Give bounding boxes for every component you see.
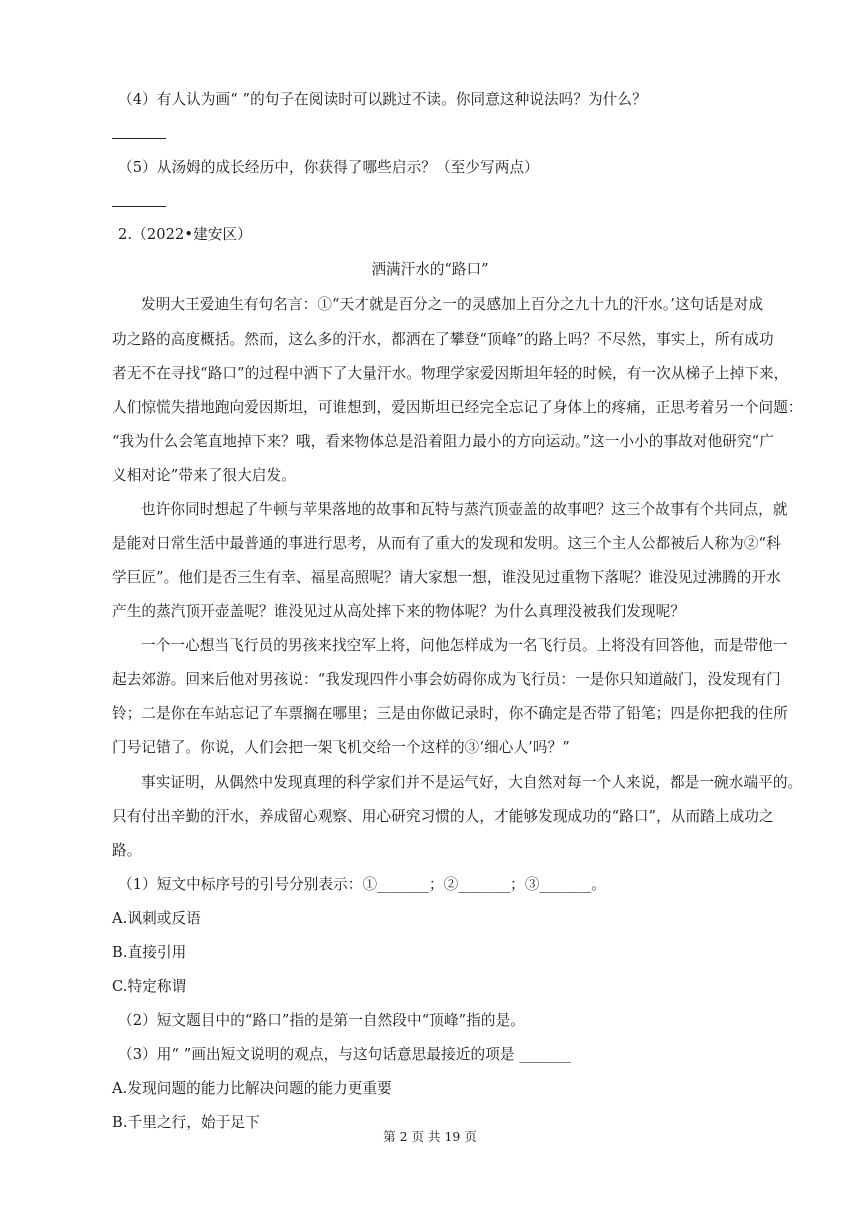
question-5: （5）从汤姆的成长经历中，你获得了哪些启示？（至少写两点）: [118, 159, 539, 176]
passage-line: 人们惊慌失措地跑向爱因斯坦，可谁想到，爱因斯坦已经完全忘记了身体上的疼痛，正思考着另一个问题：: [112, 399, 803, 416]
passage-line: 路。: [112, 842, 142, 859]
passage-line: 功之路的高度概括。然而，这么多的汗水，都洒在了攀登“顶峰”的路上吗？不尽然，事实上，所有成功: [112, 331, 774, 348]
answer-blank-5: [112, 206, 166, 207]
sub-question-2: （2）短文题目中的“路口”指的是第一自然段中“顶峰”指的是。: [118, 1012, 525, 1029]
passage-line: 门号记错了。你说，人们会把一架飞机交给一个这样的③‘细心人’吗？”: [112, 739, 570, 756]
passage-line: 只有付出辛勤的汗水，养成留心观察、用心研究习惯的人，才能够发现成功的“路口”，从而踏上成功之: [112, 808, 774, 825]
passage-line: 起去郊游。回来后他对男孩说：“我发现四件小事会妨碍你成为飞行员：一是你只知道敲门，没发现有门: [112, 671, 781, 688]
option-a: A.发现问题的能力比解决问题的能力更重要: [112, 1080, 392, 1097]
question-4: （4）有人认为画“ ”的句子在阅读时可以跳过不读。你同意这种说法吗？为什么？: [118, 91, 647, 108]
option-b: B.直接引用: [112, 944, 187, 961]
sub-question-1: （1）短文中标序号的引号分别表示：①_______；②_______；③_______。: [118, 876, 606, 893]
sub-question-3: （3）用“ ”画出短文说明的观点，与这句话意思最接近的项是 _______: [118, 1046, 572, 1063]
passage-line: 一个一心想当飞行员的男孩来找空军上将，问他怎样成为一名飞行员。上将没有回答他，而是带他一: [141, 637, 788, 654]
page-footer: 第 2 页 共 19 页: [383, 1129, 477, 1144]
passage-line: 是能对日常生活中最普通的事进行思考，从而有了重大的发现和发明。这三个主人公都被后人称为②“科: [112, 535, 781, 552]
passage-line: 铃；二是你在车站忘记了车票搁在哪里；三是由你做记录时，你不确定是否带了铅笔；四是你把我的住所: [112, 705, 788, 722]
answer-blank-4: [112, 138, 166, 139]
passage-line: 者无不在寻找“路口”的过程中洒下了大量汗水。物理学家爱因斯坦年轻的时候，有一次从梯子上掉下来，: [112, 365, 789, 382]
question-2-source: 2.（2022•建安区）: [118, 226, 252, 243]
option-c: C.特定称谓: [112, 978, 187, 995]
passage-line: 事实证明，从偶然中发现真理的科学家们并不是运气好，大自然对每一个人来说，都是一碗水端平的。: [141, 774, 803, 791]
passage-title: 洒满汗水的“路口”: [371, 261, 489, 278]
option-a: A.讽刺或反语: [112, 910, 201, 927]
passage-line: 也许你同时想起了牛顿与苹果落地的故事和瓦特与蒸汽顶壶盖的故事吧？这三个故事有个共同点，就: [141, 501, 788, 518]
passage-line: “我为什么会笔直地掉下来？哦，看来物体总是沿着阻力最小的方向运动。”这一小小的事故对他研究“广: [112, 433, 774, 450]
passage-line: 义相对论”带来了很大启发。: [112, 467, 296, 484]
passage-line: 产生的蒸汽顶开壶盖呢？谁没见过从高处摔下来的物体呢？为什么真理没被我们发现呢？: [112, 603, 686, 620]
option-b: B.千里之行，始于足下: [112, 1114, 260, 1131]
passage-line: 学巨匠”。他们是否三生有幸、福星高照呢？请大家想一想，谁没见过重物下落呢？谁没见过沸腾的开水: [112, 569, 781, 586]
passage-line: 发明大王爱迪生有句名言：①“天才就是百分之一的灵感加上百分之九十九的汗水。’这句话是对成: [141, 296, 764, 313]
